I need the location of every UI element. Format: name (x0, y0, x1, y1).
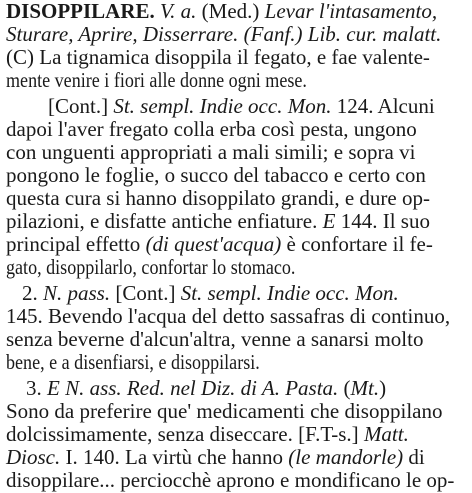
entry-line (6, 0, 437, 24)
entry-line (6, 141, 415, 165)
entry-line (6, 118, 417, 142)
entry-line (26, 377, 386, 401)
entry-text: I. 140. La virtù che hanno (60, 445, 289, 469)
italic-text: E (322, 209, 336, 233)
entry-text: (Med.) (196, 0, 265, 23)
italic-text: St. sempl. Indie occ. Mon. (113, 94, 332, 118)
entry-line (6, 46, 430, 70)
entry-text: (C) La tignamica disoppila il fegato, e fae valente- (6, 45, 430, 69)
entry-text: è confortare il fe- (281, 232, 433, 256)
entry-text: disoppilare... perciocchè aprono e mondificano le op- (6, 468, 455, 492)
entry-line (6, 446, 425, 470)
entry-line (6, 233, 433, 257)
entry-line (6, 305, 450, 329)
entry-line (6, 328, 423, 352)
entry-text: 144. Il suo (335, 209, 430, 233)
italic-text: Matt. (363, 422, 409, 446)
italic-text: Lib. cur. malatt. (307, 22, 442, 46)
entry-text: bene, e a disenfiarsi, e disoppilarsi. (6, 350, 260, 374)
entry-line (48, 95, 435, 119)
entry-line (6, 351, 260, 375)
entry-line (6, 187, 430, 211)
italic-text: V. a. (160, 0, 197, 23)
entry-line (22, 282, 399, 306)
italic-text: Diosc. (6, 445, 61, 469)
entry-line (6, 423, 409, 447)
italic-text: Mt. (350, 376, 380, 400)
entry-text: Sono da preferire que' medicamenti che disoppilano (6, 399, 443, 423)
italic-text: E N. ass. Red. nel Diz. di A. Pasta. (47, 376, 339, 400)
italic-text: Levar l'intasamento, (264, 0, 438, 23)
entry-text: senza beverne d'alcun'altra, venne a sanarsi molto (6, 327, 424, 351)
entry-text: gato, disoppilarlo, confortar lo stomaco. (6, 255, 296, 279)
entry-text: di (403, 445, 425, 469)
entry-text: con unguenti appropriati a mali simili; e sopra vi (6, 140, 416, 164)
italic-text: (di quest'acqua) (145, 232, 282, 256)
italic-text: N. pass. (43, 281, 111, 305)
entry-text: [Cont.] (48, 94, 114, 118)
italic-text: Sturare, Aprire, Disserrare. (6, 22, 239, 46)
entry-text: pilazioni, e disfatte antiche enfiature. (6, 209, 323, 233)
entry-line (6, 400, 442, 424)
entry-text: 3. (26, 376, 47, 400)
entry-line (6, 256, 295, 280)
entry-line (6, 469, 454, 493)
entry-text: 124. Alcuni (331, 94, 435, 118)
entry-text: ( (338, 376, 351, 400)
italic-text: (Fanf.) (243, 22, 303, 46)
entry-line (6, 23, 441, 47)
entry-text: pongono le foglie, o succo del tabacco e certo con (6, 163, 426, 187)
entry-line (6, 164, 426, 188)
entry-text: principal effetto (6, 232, 146, 256)
entry-text: [Cont.] (110, 281, 181, 305)
entry-text: 145. Bevendo l'acqua del detto sassafras di continuo, (6, 304, 451, 328)
italic-text: St. sempl. Indie occ. Mon. (180, 281, 399, 305)
entry-text: dapoi l'aver fregato colla erba così pesta, ungono (6, 117, 417, 141)
entry-text: ) (379, 376, 387, 400)
entry-text: questa cura si hanno disoppilato grandi, e dure op- (6, 186, 430, 210)
entry-text: mente venire i fiori alle donne ogni mese. (6, 68, 307, 92)
entry-text: dolcissimamente, senza diseccare. [F.T-s.] (6, 422, 364, 446)
italic-text: (le mandorle) (288, 445, 404, 469)
entry-line (6, 69, 307, 93)
entry-line (6, 210, 430, 234)
entry-text: 2. (22, 281, 43, 305)
headword: DISOPPILARE. (6, 0, 155, 23)
